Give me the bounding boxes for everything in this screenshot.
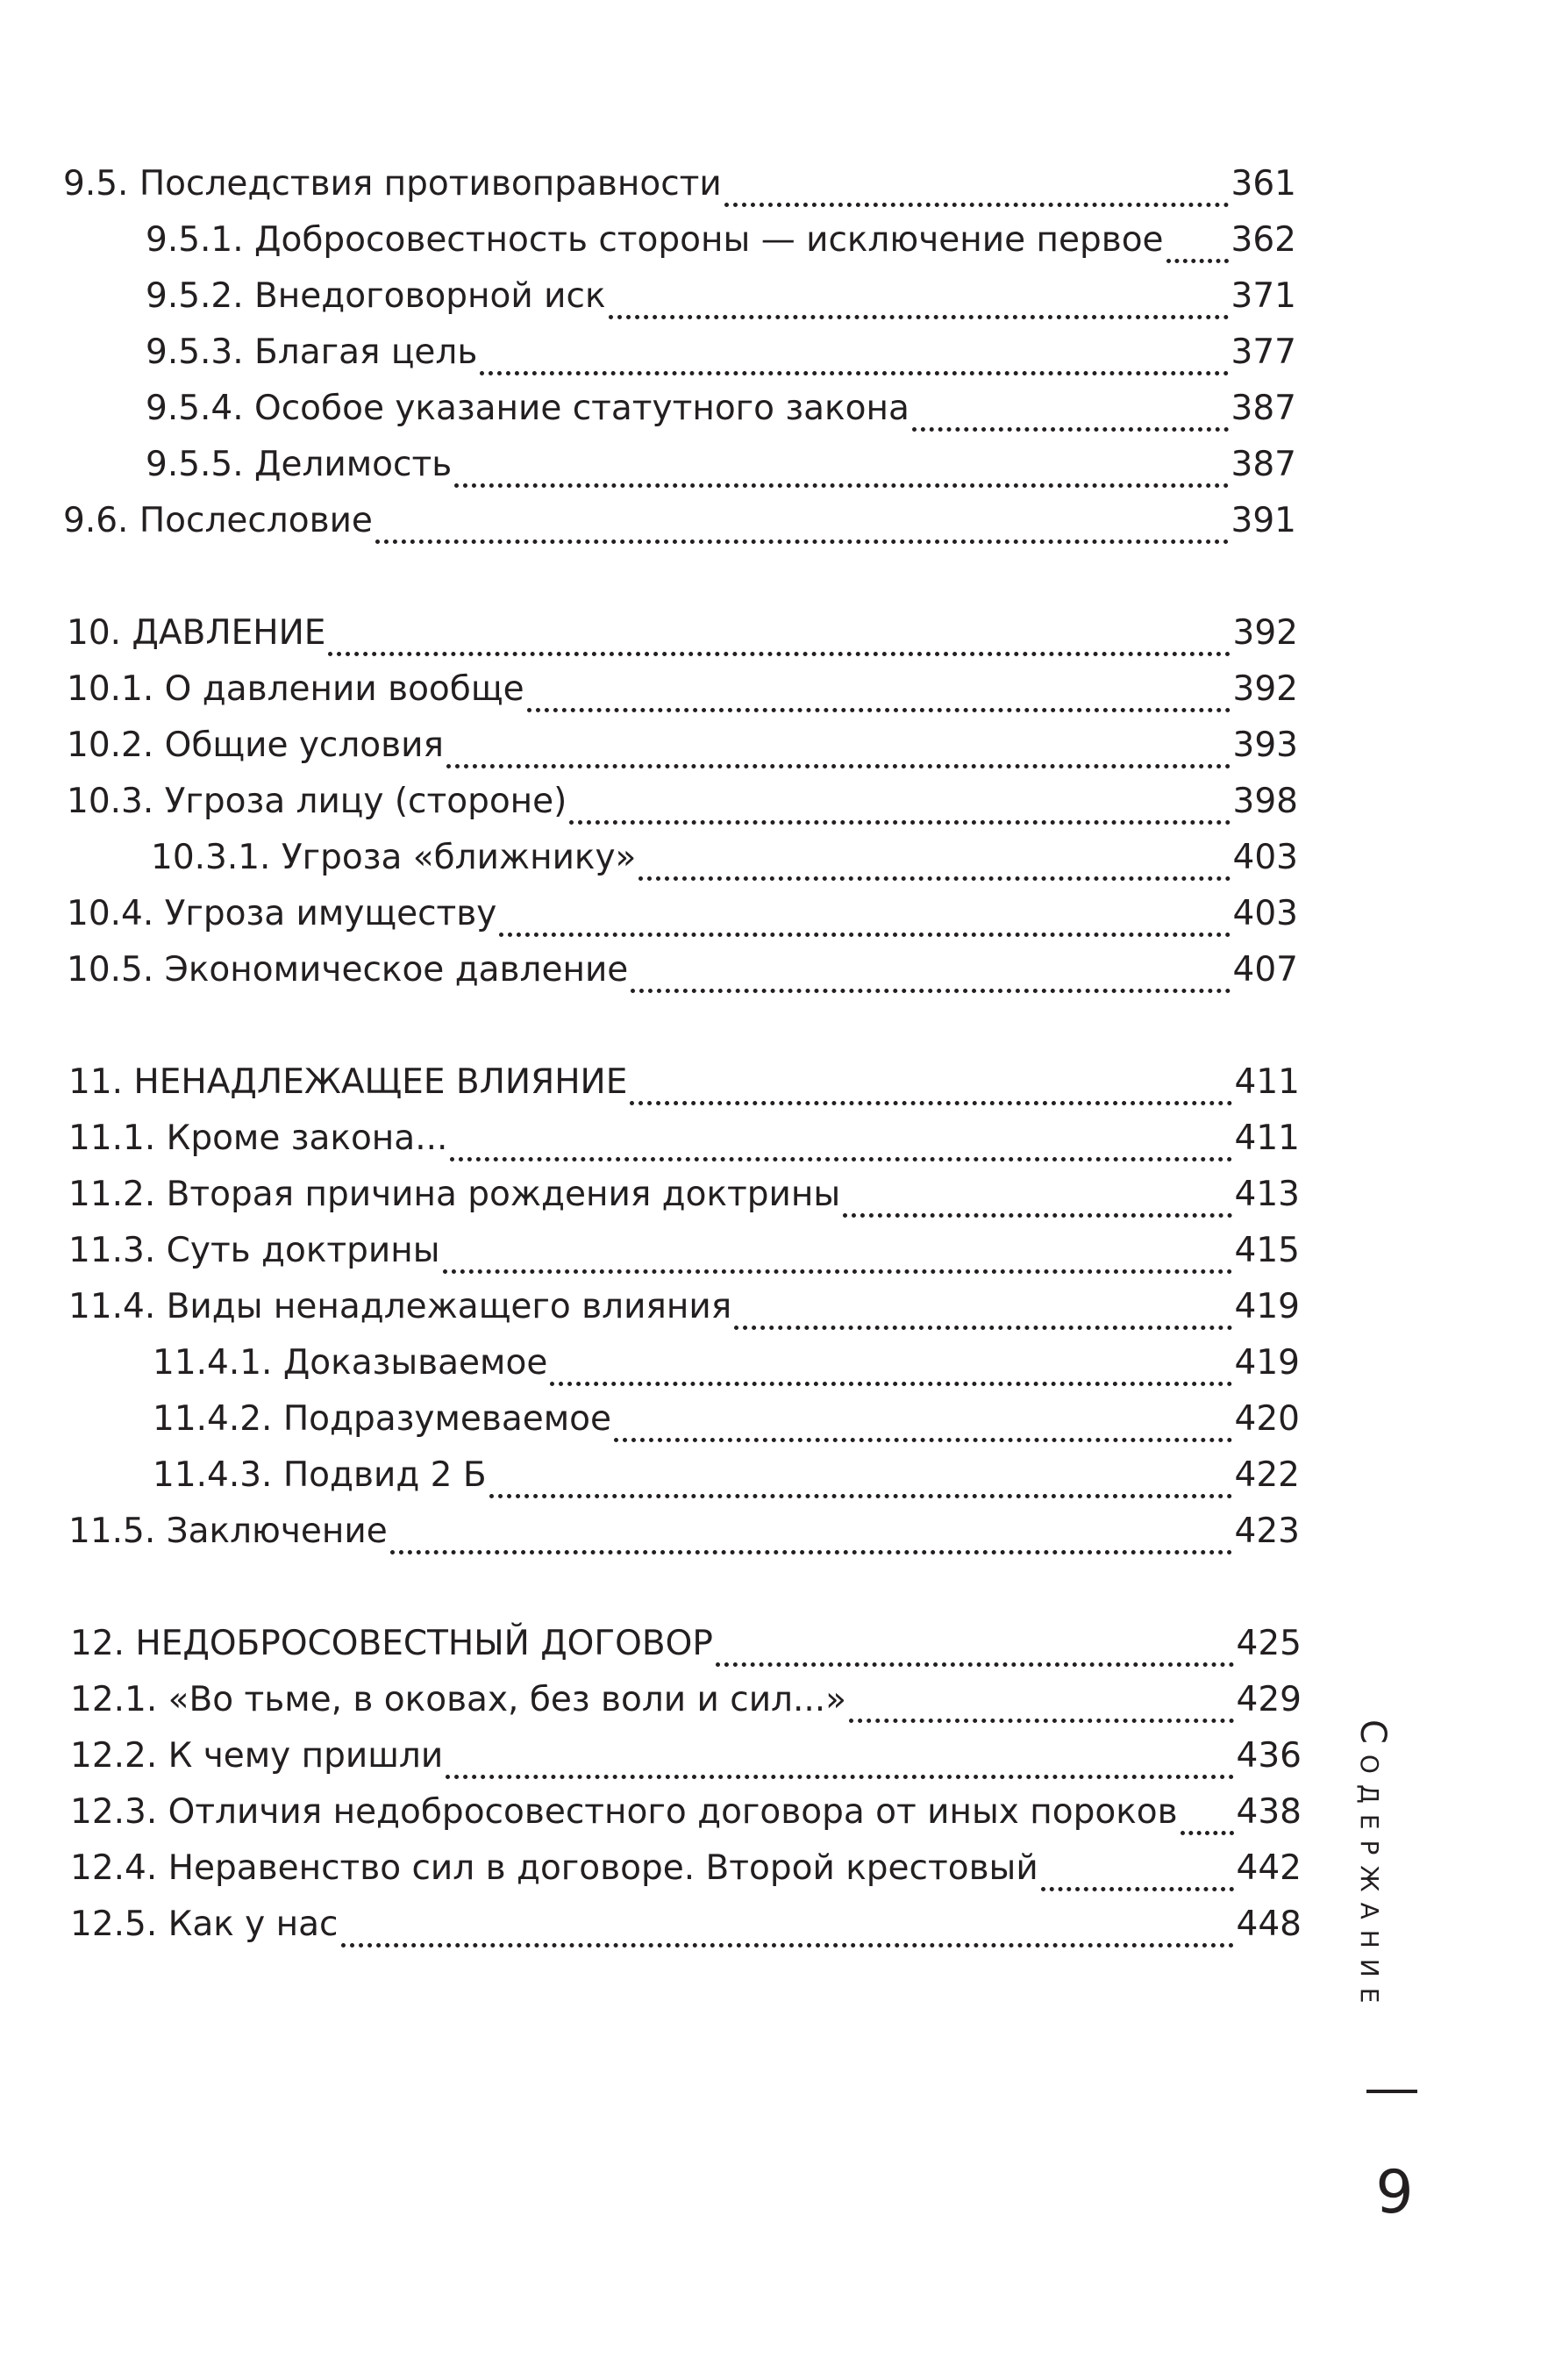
toc-entry-title: 9.5. Последствия противоправности [63, 164, 722, 204]
toc-entry-title: 9.5.1. Добросовестность стороны — исключение первое [146, 220, 1164, 260]
toc-entry [146, 379, 1296, 432]
toc-entry-title: 11.1. Кроме закона... [68, 1119, 448, 1158]
toc-entry-page: 448 [1236, 1905, 1302, 1944]
toc-entry-page: 419 [1234, 1343, 1300, 1383]
toc-entry-page: 387 [1231, 445, 1296, 484]
running-head: Содержание [1352, 1719, 1393, 2014]
toc-entry-title: 11.3. Суть доктрины [68, 1231, 440, 1270]
toc-entry-title: 11.4.3. Подвид 2 Б [153, 1455, 487, 1495]
toc-entry [68, 1053, 1300, 1105]
toc-entry-page: 438 [1236, 1792, 1302, 1832]
dot-leader [454, 445, 1228, 488]
dot-leader [614, 1399, 1232, 1442]
toc-entry [63, 154, 1296, 207]
dot-leader [480, 332, 1228, 375]
toc-entry-page: 403 [1232, 838, 1298, 877]
dot-leader [446, 725, 1231, 768]
toc-entry-page: 422 [1234, 1455, 1300, 1495]
toc-entry-page: 403 [1232, 894, 1298, 933]
running-head-rule [1366, 2090, 1417, 2093]
dot-leader [390, 1512, 1232, 1555]
toc-entry-page: 411 [1234, 1062, 1300, 1102]
toc-entry [70, 1839, 1302, 1891]
toc-entry [70, 1670, 1302, 1723]
toc-entry [146, 267, 1296, 319]
toc-entry [146, 323, 1296, 375]
dot-leader [1041, 1848, 1234, 1891]
dot-leader [630, 1062, 1231, 1105]
dot-leader [1181, 1792, 1234, 1835]
dot-leader [499, 894, 1230, 937]
dot-leader [375, 501, 1229, 544]
toc-entry-page: 419 [1234, 1287, 1300, 1326]
toc-entry-page: 387 [1231, 389, 1296, 428]
toc-entry-page: 392 [1232, 669, 1298, 709]
toc-entry-page: 442 [1236, 1848, 1302, 1888]
toc-entry [70, 1783, 1302, 1835]
toc-entry [153, 1333, 1300, 1386]
toc-entry [146, 435, 1296, 488]
dot-leader [1166, 220, 1229, 263]
dot-leader [631, 950, 1230, 993]
toc-entry [68, 1502, 1300, 1555]
toc-entry-title: 11.4.1. Доказываемое [153, 1343, 548, 1383]
toc-entry [67, 772, 1298, 825]
dot-leader [716, 1624, 1234, 1667]
toc-entry-page: 371 [1231, 276, 1296, 316]
toc-entry [68, 1277, 1300, 1330]
dot-leader [734, 1287, 1231, 1330]
toc-entry-page: 423 [1234, 1512, 1300, 1551]
toc-entry-page: 413 [1234, 1175, 1300, 1214]
toc-entry-title: 10.2. Общие условия [67, 725, 444, 765]
toc-entry-title: 12.1. «Во тьме, в оковах, без воли и сил...» [70, 1680, 847, 1719]
dot-leader [443, 1231, 1232, 1274]
toc-entry [67, 940, 1298, 993]
dot-leader [638, 838, 1230, 881]
dot-leader [446, 1736, 1233, 1779]
toc-entry-title: 11.5. Заключение [68, 1512, 388, 1551]
dot-leader [550, 1343, 1231, 1386]
toc-entry [67, 716, 1298, 768]
toc-entry-title: 10.4. Угроза имуществу [67, 894, 497, 933]
toc-entry-title: 9.5.3. Благая цель [146, 332, 478, 372]
dot-leader [328, 613, 1230, 656]
toc-entry-title: 11.4.2. Подразумеваемое [153, 1399, 612, 1439]
toc-entry-title: 10.3.1. Угроза «ближнику» [151, 838, 637, 877]
toc-entry [70, 1614, 1302, 1667]
toc-entry-title: 10.5. Экономическое давление [67, 950, 629, 990]
toc-entry-title: 12. НЕДОБРОСОВЕСТНЫЙ ДОГОВОР [70, 1624, 713, 1663]
dot-leader [849, 1680, 1234, 1723]
dot-leader [489, 1455, 1232, 1498]
toc-entry-title: 12.2. К чему пришли [70, 1736, 444, 1776]
dot-leader [609, 276, 1229, 319]
toc-entry-title: 10.1. О давлении вообще [67, 669, 524, 709]
toc-entry-page: 398 [1232, 782, 1298, 821]
toc-entry [68, 1165, 1300, 1218]
toc-entry-title: 11. НЕНАДЛЕЖАЩЕЕ ВЛИЯНИЕ [68, 1062, 628, 1102]
toc-entry-title: 9.5.5. Делимость [146, 445, 453, 484]
dot-leader [450, 1119, 1231, 1161]
toc-entry [67, 884, 1298, 937]
dot-leader [569, 782, 1230, 825]
toc-entry-page: 362 [1231, 220, 1296, 260]
toc-entry-title: 9.5.4. Особое указание статутного закона [146, 389, 910, 428]
toc-entry [67, 604, 1298, 656]
toc-entry-title: 11.4. Виды ненадлежащего влияния [68, 1287, 732, 1326]
toc-entry-title: 12.5. Как у нас [70, 1905, 339, 1944]
toc-entry-page: 407 [1232, 950, 1298, 990]
page-number: 9 [1375, 2158, 1414, 2227]
toc-entry [68, 1109, 1300, 1161]
toc-entry-page: 411 [1234, 1119, 1300, 1158]
toc-entry-page: 392 [1232, 613, 1298, 653]
toc-entry-page: 361 [1231, 164, 1296, 204]
toc-entry [151, 828, 1298, 881]
dot-leader [912, 389, 1229, 432]
toc-entry-page: 415 [1234, 1231, 1300, 1270]
toc-entry [63, 491, 1296, 544]
toc-entry-page: 425 [1236, 1624, 1302, 1663]
toc-entry-title: 10.3. Угроза лицу (стороне) [67, 782, 567, 821]
dot-leader [724, 164, 1229, 207]
dot-leader [341, 1905, 1234, 1948]
toc-entry-title: 9.6. Послесловие [63, 501, 373, 540]
toc-entry-page: 436 [1236, 1736, 1302, 1776]
toc-entry-page: 393 [1232, 725, 1298, 765]
toc-entry [153, 1390, 1300, 1442]
toc-entry [70, 1726, 1302, 1779]
toc-entry-title: 12.4. Неравенство сил в договоре. Второй крестовый [70, 1848, 1038, 1888]
toc-entry-page: 391 [1231, 501, 1296, 540]
toc-entry-page: 429 [1236, 1680, 1302, 1719]
toc-entry [153, 1446, 1300, 1498]
toc-entry [146, 211, 1296, 263]
toc-entry [68, 1221, 1300, 1274]
toc-entry-page: 420 [1234, 1399, 1300, 1439]
toc-entry [70, 1895, 1302, 1948]
dot-leader [527, 669, 1231, 712]
toc-entry [67, 660, 1298, 712]
dot-leader [843, 1175, 1231, 1218]
toc-entry-title: 12.3. Отличия недобросовестного договора от иных пороков [70, 1792, 1178, 1832]
toc-entry-title: 10. ДАВЛЕНИЕ [67, 613, 326, 653]
toc-entry-title: 11.2. Вторая причина рождения доктрины [68, 1175, 841, 1214]
toc-entry-page: 377 [1231, 332, 1296, 372]
toc-entry-title: 9.5.2. Внедоговорной иск [146, 276, 606, 316]
